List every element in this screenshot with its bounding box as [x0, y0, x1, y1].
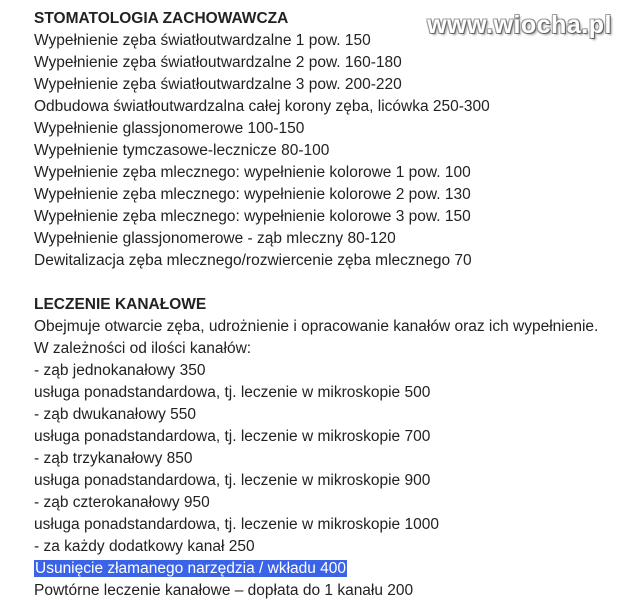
price-line: - ząb czterokanałowy 950 — [34, 494, 210, 511]
section-heading-conservative-dentistry: STOMATOLOGIA ZACHOWAWCZA — [34, 10, 289, 27]
price-line: usługa ponadstandardowa, tj. leczenie w mikroskopie 1000 — [34, 516, 439, 533]
price-line: - ząb jednokanałowy 350 — [34, 362, 206, 379]
price-line: Odbudowa światłoutwardzalna całej korony zęba, licówka 250-300 — [34, 98, 490, 115]
description-line: W zależności od ilości kanałów: — [34, 340, 252, 357]
price-line: Dewitalizacja zęba mlecznego/rozwiercenie zęba mlecznego 70 — [34, 252, 472, 269]
price-line: usługa ponadstandardowa, tj. leczenie w mikroskopie 700 — [34, 428, 431, 445]
highlighted-line[interactable] — [34, 558, 619, 580]
price-line: Wypełnienie zęba światłoutwardzalne 2 pow. 160-180 — [34, 54, 402, 71]
price-line: Wypełnienie zęba światłoutwardzalne 3 pow. 200-220 — [34, 76, 402, 93]
price-line: Wypełnienie glassjonomerowe 100-150 — [34, 120, 305, 137]
section-spacer — [34, 272, 619, 294]
price-line: usługa ponadstandardowa, tj. leczenie w mikroskopie 900 — [34, 472, 431, 489]
price-line: Wypełnienie zęba mlecznego: wypełnienie kolorowe 3 pow. 150 — [34, 208, 471, 225]
cut-off-line: Powtórne leczenie kanałowe – dopłata do 1 kanału 200 — [34, 582, 414, 599]
price-line: - za każdy dodatkowy kanał 250 — [34, 538, 255, 555]
conservative-dentistry-list — [34, 30, 619, 272]
watermark-logo: www.wiocha.pl — [427, 11, 612, 39]
price-line: Wypełnienie zęba mlecznego: wypełnienie kolorowe 2 pow. 130 — [34, 186, 471, 203]
price-line: Wypełnienie tymczasowe-lecznicze 80-100 — [34, 142, 330, 159]
price-list-document — [34, 8, 619, 580]
price-line: - ząb dwukanałowy 550 — [34, 406, 196, 423]
price-line: Wypełnienie zęba mlecznego: wypełnienie kolorowe 1 pow. 100 — [34, 164, 471, 181]
section-heading-root-canal: LECZENIE KANAŁOWE — [34, 296, 207, 313]
price-line: Wypełnienie glassjonomerowe - ząb mleczny 80-120 — [34, 230, 396, 247]
price-line: Wypełnienie zęba światłoutwardzalne 1 pow. 150 — [34, 32, 371, 49]
text-selection-highlight[interactable]: Usunięcie złamanego narzędzia / wkładu 400 — [35, 560, 347, 577]
price-line: usługa ponadstandardowa, tj. leczenie w mikroskopie 500 — [34, 384, 431, 401]
price-line: - ząb trzykanałowy 850 — [34, 450, 193, 467]
description-line: Obejmuje otwarcie zęba, udrożnienie i opracowanie kanałów oraz ich wypełnienie. — [34, 318, 599, 335]
root-canal-list — [34, 316, 619, 580]
